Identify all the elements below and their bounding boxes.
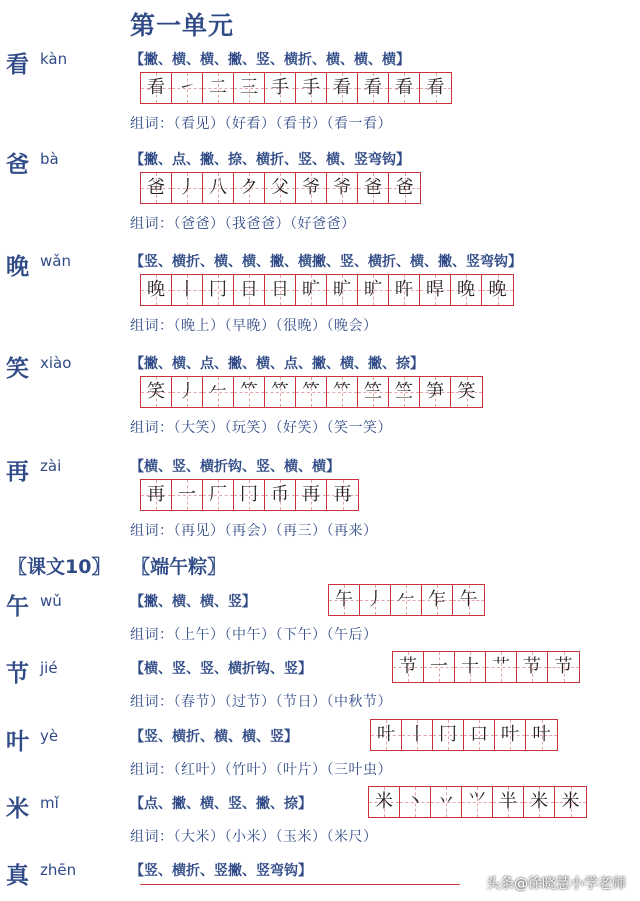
grid-cell: 冂 bbox=[234, 480, 265, 510]
char-entry bbox=[0, 790, 640, 850]
char-entry bbox=[0, 46, 640, 136]
grid-cell: ク bbox=[234, 173, 265, 203]
stroke-order: 【撇、点、撇、捺、横折、竖、横、竖弯钩】 bbox=[130, 152, 410, 168]
pinyin: wǎn bbox=[40, 252, 71, 270]
stroke-order: 【撇、横、横、撇、竖、横折、横、横、横】 bbox=[130, 52, 410, 68]
pinyin: zài bbox=[40, 457, 62, 475]
grid-cell: 币 bbox=[265, 480, 296, 510]
stroke-grid bbox=[140, 479, 359, 511]
stroke-order: 【撇、横、点、撇、横、点、撇、横、撇、捺】 bbox=[130, 356, 424, 372]
grid-cell: 爸 bbox=[389, 173, 420, 203]
stroke-grid bbox=[392, 651, 580, 683]
grid-cell: 旷 bbox=[358, 275, 389, 305]
grid-cell: 看 bbox=[389, 73, 420, 103]
grid-cell: 竺 bbox=[358, 377, 389, 407]
word-list: 组词：（再见）（再会）（再三）（再来） bbox=[130, 523, 378, 539]
word-list: 组词：（上午）（中午）（下午）（午后） bbox=[130, 627, 378, 643]
grid-cell: 𥫗 bbox=[234, 377, 265, 407]
stroke-grid bbox=[370, 719, 558, 751]
grid-cell: 艹 bbox=[486, 652, 517, 682]
character: 叶 bbox=[6, 729, 29, 755]
stroke-grid bbox=[368, 786, 587, 818]
grid-cell: 笑 bbox=[141, 377, 172, 407]
word-list: 组词：（看见）（好看）（看书）（看一看） bbox=[130, 116, 392, 132]
grid-cell: 半 bbox=[493, 787, 524, 817]
pinyin: zhēn bbox=[40, 861, 77, 879]
grid-cell: 晚 bbox=[482, 275, 513, 305]
grid-cell: 看 bbox=[358, 73, 389, 103]
grid-cell: 一 bbox=[424, 652, 455, 682]
character: 米 bbox=[6, 796, 29, 822]
stroke-order: 【竖、横折、竖撇、竖弯钩】 bbox=[130, 863, 312, 879]
grid-cell: 笋 bbox=[420, 377, 451, 407]
grid-cell: 节 bbox=[393, 652, 424, 682]
grid-cell: 晚 bbox=[451, 275, 482, 305]
grid-cell: 爷 bbox=[296, 173, 327, 203]
lesson-number: 〖课文10〗 bbox=[8, 556, 111, 578]
char-entry bbox=[0, 723, 640, 783]
character: 笑 bbox=[6, 356, 29, 382]
char-entry bbox=[0, 655, 640, 715]
grid-cell: 叶 bbox=[371, 720, 402, 750]
grid-cell: 𠂉 bbox=[391, 585, 422, 615]
word-list: 组词：（春节）（过节）（节日）（中秋节） bbox=[130, 694, 392, 710]
page-title: 第一单元 bbox=[130, 11, 235, 40]
grid-cell: 厂 bbox=[203, 480, 234, 510]
stroke-order: 【横、竖、横折钩、竖、横、横】 bbox=[130, 459, 340, 475]
grid-cell: 再 bbox=[141, 480, 172, 510]
grid-cell: 𥫗 bbox=[265, 377, 296, 407]
grid-cell: 竺 bbox=[389, 377, 420, 407]
character: 真 bbox=[6, 863, 29, 889]
character: 再 bbox=[6, 459, 29, 485]
grid-cell: 丿 bbox=[360, 585, 391, 615]
grid-cell: 晘 bbox=[420, 275, 451, 305]
character: 午 bbox=[6, 594, 29, 620]
grid-cell: 米 bbox=[555, 787, 586, 817]
char-entry bbox=[0, 453, 640, 543]
grid-cell: 冂 bbox=[203, 275, 234, 305]
stroke-grid bbox=[140, 274, 514, 306]
grid-cell: 节 bbox=[517, 652, 548, 682]
grid-cell: 爷 bbox=[327, 173, 358, 203]
grid-cell: 日 bbox=[265, 275, 296, 305]
grid-cell: 𥫗 bbox=[327, 377, 358, 407]
character: 看 bbox=[6, 52, 29, 78]
stroke-grid bbox=[140, 376, 483, 408]
grid-cell: 米 bbox=[369, 787, 400, 817]
stroke-order: 【横、竖、竖、横折钩、竖】 bbox=[130, 661, 312, 677]
grid-cell: 父 bbox=[265, 173, 296, 203]
stroke-order: 【撇、横、横、竖】 bbox=[130, 594, 256, 610]
stroke-grid bbox=[140, 172, 421, 204]
grid-cell: 再 bbox=[296, 480, 327, 510]
grid-cell: 爸 bbox=[141, 173, 172, 203]
grid-cell: 丨 bbox=[402, 720, 433, 750]
word-list: 组词：（爸爸）（我爸爸）（好爸爸） bbox=[130, 216, 356, 232]
grid-cell: 米 bbox=[524, 787, 555, 817]
grid-cell: 十 bbox=[455, 652, 486, 682]
grid-cell: 丶 bbox=[400, 787, 431, 817]
word-list: 组词：（晚上）（早晚）（很晚）（晚会） bbox=[130, 318, 378, 334]
grid-cell: 午 bbox=[453, 585, 484, 615]
stroke-grid-partial bbox=[140, 884, 460, 885]
word-list: 组词：（红叶）（竹叶）（叶片）（三叶虫） bbox=[130, 762, 392, 778]
grid-cell: 手 bbox=[296, 73, 327, 103]
char-entry bbox=[0, 146, 640, 236]
grid-cell: 手 bbox=[265, 73, 296, 103]
word-list: 组词：（大笑）（玩笑）（好笑）（笑一笑） bbox=[130, 420, 392, 436]
char-entry bbox=[0, 588, 640, 648]
grid-cell: 看 bbox=[420, 73, 451, 103]
character: 晚 bbox=[6, 254, 29, 280]
grid-cell: 再 bbox=[327, 480, 358, 510]
char-entry bbox=[0, 248, 640, 338]
pinyin: bà bbox=[40, 150, 59, 168]
grid-cell: 旿 bbox=[389, 275, 420, 305]
pinyin: mǐ bbox=[40, 794, 59, 812]
grid-cell: ㇀ bbox=[172, 73, 203, 103]
grid-cell: 八 bbox=[203, 173, 234, 203]
grid-cell: 节 bbox=[548, 652, 579, 682]
pinyin: kàn bbox=[40, 50, 68, 68]
grid-cell: 晚 bbox=[141, 275, 172, 305]
grid-cell: 笑 bbox=[451, 377, 482, 407]
grid-cell: 三 bbox=[234, 73, 265, 103]
grid-cell: 乍 bbox=[422, 585, 453, 615]
lesson-name: 〖端午粽〗 bbox=[131, 556, 227, 578]
lesson-heading bbox=[8, 552, 240, 579]
grid-cell: 爸 bbox=[358, 173, 389, 203]
grid-cell: 一 bbox=[172, 480, 203, 510]
stroke-order: 【竖、横折、横、横、撇、横撇、竖、横折、横、撇、竖弯钩】 bbox=[130, 254, 522, 270]
grid-cell: 口 bbox=[464, 720, 495, 750]
grid-cell: 看 bbox=[327, 73, 358, 103]
pinyin: yè bbox=[40, 727, 59, 745]
stroke-order: 【点、撇、横、竖、撇、捺】 bbox=[130, 796, 312, 812]
character: 节 bbox=[6, 661, 29, 687]
grid-cell: 丿 bbox=[172, 173, 203, 203]
grid-cell: 二 bbox=[203, 73, 234, 103]
grid-cell: 日 bbox=[234, 275, 265, 305]
stroke-order: 【竖、横折、横、横、竖】 bbox=[130, 729, 298, 745]
stroke-grid bbox=[140, 72, 452, 104]
grid-cell: 丿 bbox=[172, 377, 203, 407]
word-list: 组词：（大米）（小米）（玉米）（米尺） bbox=[130, 829, 378, 845]
grid-cell: 𥫗 bbox=[296, 377, 327, 407]
grid-cell: ⺍ bbox=[462, 787, 493, 817]
grid-cell: 丨 bbox=[172, 275, 203, 305]
pinyin: jié bbox=[40, 659, 58, 677]
grid-cell: 叶 bbox=[495, 720, 526, 750]
grid-cell: 看 bbox=[141, 73, 172, 103]
grid-cell: 冂 bbox=[433, 720, 464, 750]
grid-cell: 午 bbox=[329, 585, 360, 615]
grid-cell: 旷 bbox=[296, 275, 327, 305]
pinyin: wǔ bbox=[40, 592, 62, 610]
character: 爸 bbox=[6, 152, 29, 178]
grid-cell: 旷 bbox=[327, 275, 358, 305]
grid-cell: 丷 bbox=[431, 787, 462, 817]
pinyin: xiào bbox=[40, 354, 72, 372]
watermark: 头条@徐晓慧小学老师 bbox=[486, 876, 626, 892]
grid-cell: 叶 bbox=[526, 720, 557, 750]
grid-cell: 𠂉 bbox=[203, 377, 234, 407]
char-entry bbox=[0, 350, 640, 440]
stroke-grid bbox=[328, 584, 485, 616]
